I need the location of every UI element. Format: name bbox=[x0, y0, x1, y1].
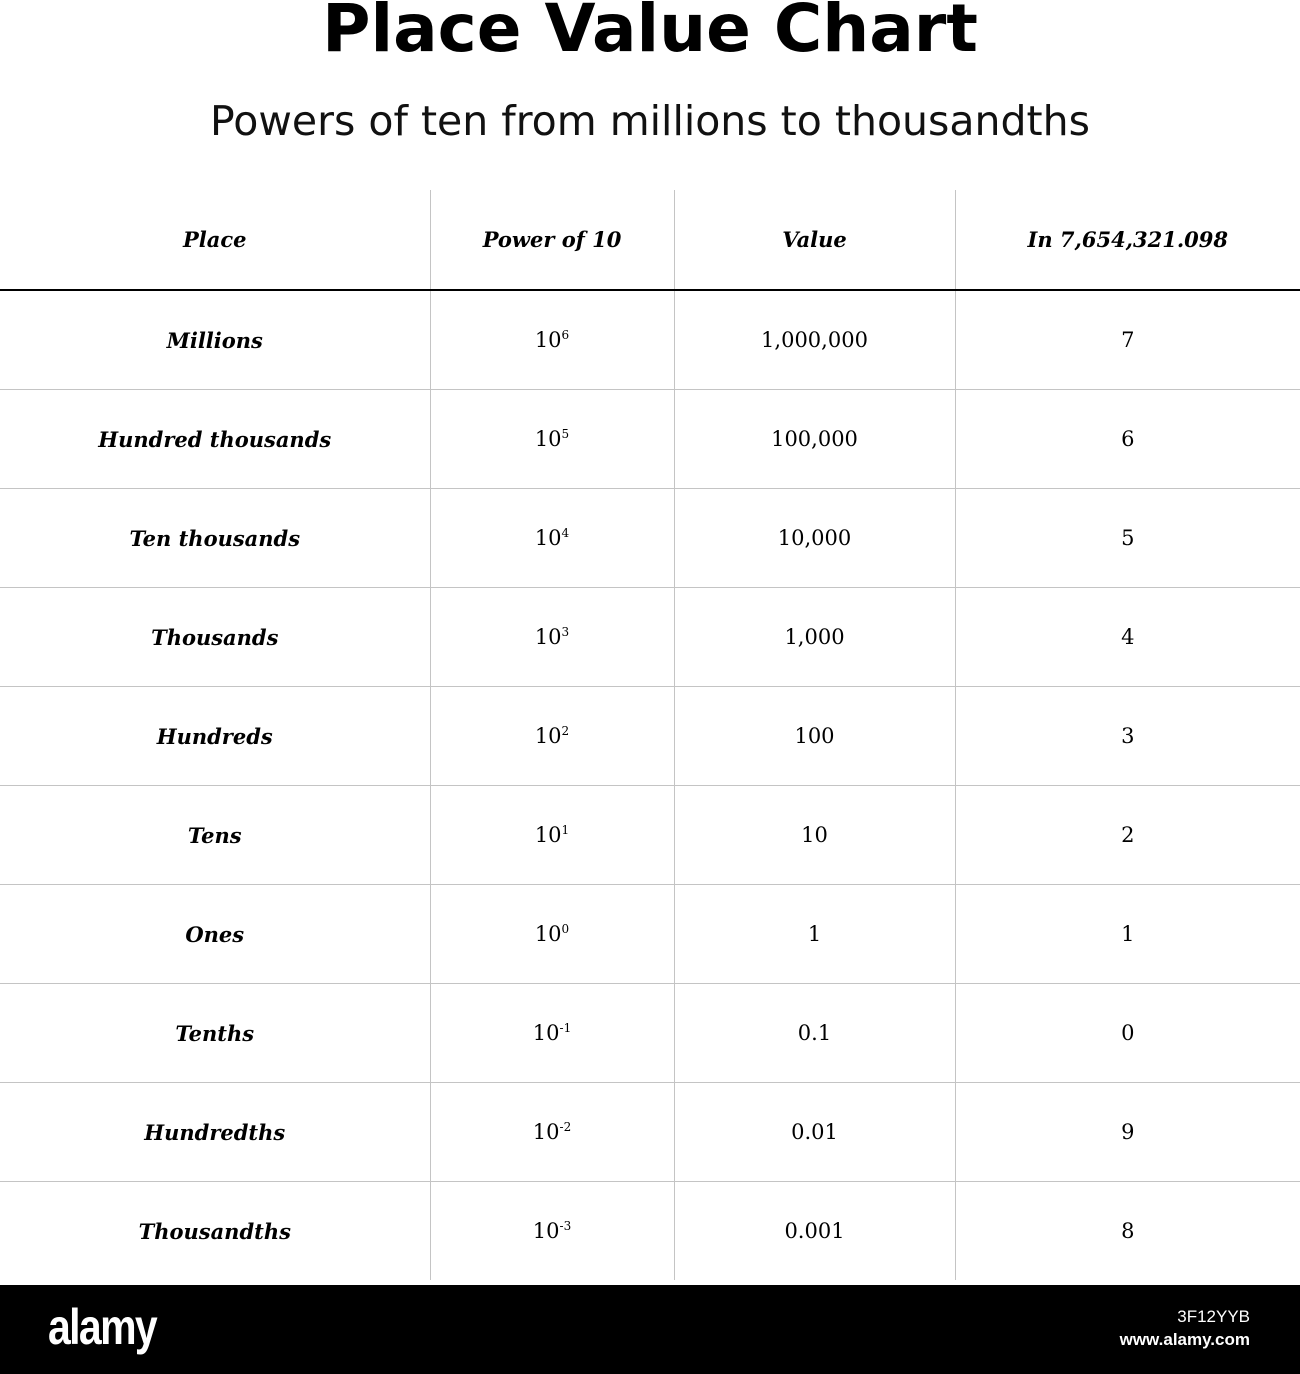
power-cell bbox=[430, 1182, 674, 1281]
digit-cell: 6 bbox=[955, 390, 1300, 489]
column-header-power: Power of 10 bbox=[430, 190, 674, 290]
power-cell bbox=[430, 390, 674, 489]
value-cell: 0.01 bbox=[674, 1083, 955, 1182]
value-cell: 100 bbox=[674, 687, 955, 786]
value-cell: 0.1 bbox=[674, 984, 955, 1083]
value-cell: 1 bbox=[674, 885, 955, 984]
place-cell: Hundred thousands bbox=[0, 390, 430, 489]
power-exponent: 1 bbox=[561, 823, 570, 837]
digit-cell: 3 bbox=[955, 687, 1300, 786]
table-header-row bbox=[0, 190, 1300, 290]
place-cell: Millions bbox=[0, 290, 430, 390]
power-exponent: 4 bbox=[561, 526, 570, 540]
image-id: 3F12YYB bbox=[1177, 1307, 1250, 1326]
digit-cell: 5 bbox=[955, 489, 1300, 588]
power-cell bbox=[430, 588, 674, 687]
power-base: 10 bbox=[534, 922, 562, 946]
table-row bbox=[0, 1083, 1300, 1182]
table-row bbox=[0, 290, 1300, 390]
digit-cell: 7 bbox=[955, 290, 1300, 390]
power-cell bbox=[430, 290, 674, 390]
power-exponent: 0 bbox=[561, 922, 570, 936]
power-base: 10 bbox=[534, 823, 562, 847]
table-row bbox=[0, 786, 1300, 885]
power-exponent: 6 bbox=[561, 328, 570, 342]
power-cell bbox=[430, 687, 674, 786]
alamy-logo: alamy bbox=[48, 1299, 157, 1355]
power-exponent: 5 bbox=[561, 427, 570, 441]
power-base: 10 bbox=[534, 427, 562, 451]
power-exponent: -1 bbox=[559, 1021, 572, 1035]
place-value-table bbox=[0, 190, 1300, 1280]
power-exponent: 3 bbox=[561, 625, 570, 639]
digit-cell: 0 bbox=[955, 984, 1300, 1083]
place-cell: Tens bbox=[0, 786, 430, 885]
digit-cell: 1 bbox=[955, 885, 1300, 984]
power-base: 10 bbox=[534, 526, 562, 550]
power-base: 10 bbox=[532, 1021, 560, 1045]
table-row bbox=[0, 588, 1300, 687]
place-cell: Ones bbox=[0, 885, 430, 984]
table-row bbox=[0, 390, 1300, 489]
table-row bbox=[0, 489, 1300, 588]
place-cell: Thousands bbox=[0, 588, 430, 687]
power-cell bbox=[430, 1083, 674, 1182]
place-cell: Thousandths bbox=[0, 1182, 430, 1281]
power-cell bbox=[430, 489, 674, 588]
power-cell bbox=[430, 786, 674, 885]
place-cell: Tenths bbox=[0, 984, 430, 1083]
page-title: Place Value Chart bbox=[322, 0, 978, 67]
value-cell: 100,000 bbox=[674, 390, 955, 489]
power-exponent: -3 bbox=[559, 1219, 572, 1233]
power-exponent: -2 bbox=[559, 1120, 572, 1134]
value-cell: 1,000 bbox=[674, 588, 955, 687]
power-base: 10 bbox=[534, 328, 562, 352]
value-cell: 10 bbox=[674, 786, 955, 885]
table-row bbox=[0, 687, 1300, 786]
value-cell: 1,000,000 bbox=[674, 290, 955, 390]
table-row bbox=[0, 885, 1300, 984]
digit-cell: 2 bbox=[955, 786, 1300, 885]
place-cell: Hundreds bbox=[0, 687, 430, 786]
table-row bbox=[0, 1182, 1300, 1281]
power-base: 10 bbox=[534, 625, 562, 649]
digit-cell: 9 bbox=[955, 1083, 1300, 1182]
site-url: www.alamy.com bbox=[1119, 1330, 1250, 1349]
value-cell: 0.001 bbox=[674, 1182, 955, 1281]
power-base: 10 bbox=[534, 724, 562, 748]
place-cell: Ten thousands bbox=[0, 489, 430, 588]
power-cell bbox=[430, 984, 674, 1083]
power-base: 10 bbox=[532, 1120, 560, 1144]
page-subtitle: Powers of ten from millions to thousandths bbox=[210, 97, 1090, 145]
column-header-value: Value bbox=[674, 190, 955, 290]
column-header-digit: In 7,654,321.098 bbox=[955, 190, 1300, 290]
table-row bbox=[0, 984, 1300, 1083]
column-header-place: Place bbox=[0, 190, 430, 290]
digit-cell: 4 bbox=[955, 588, 1300, 687]
power-base: 10 bbox=[532, 1219, 560, 1243]
value-cell: 10,000 bbox=[674, 489, 955, 588]
power-cell bbox=[430, 885, 674, 984]
place-cell: Hundredths bbox=[0, 1083, 430, 1182]
power-exponent: 2 bbox=[561, 724, 570, 738]
watermark-bar bbox=[0, 1285, 1300, 1374]
digit-cell: 8 bbox=[955, 1182, 1300, 1281]
